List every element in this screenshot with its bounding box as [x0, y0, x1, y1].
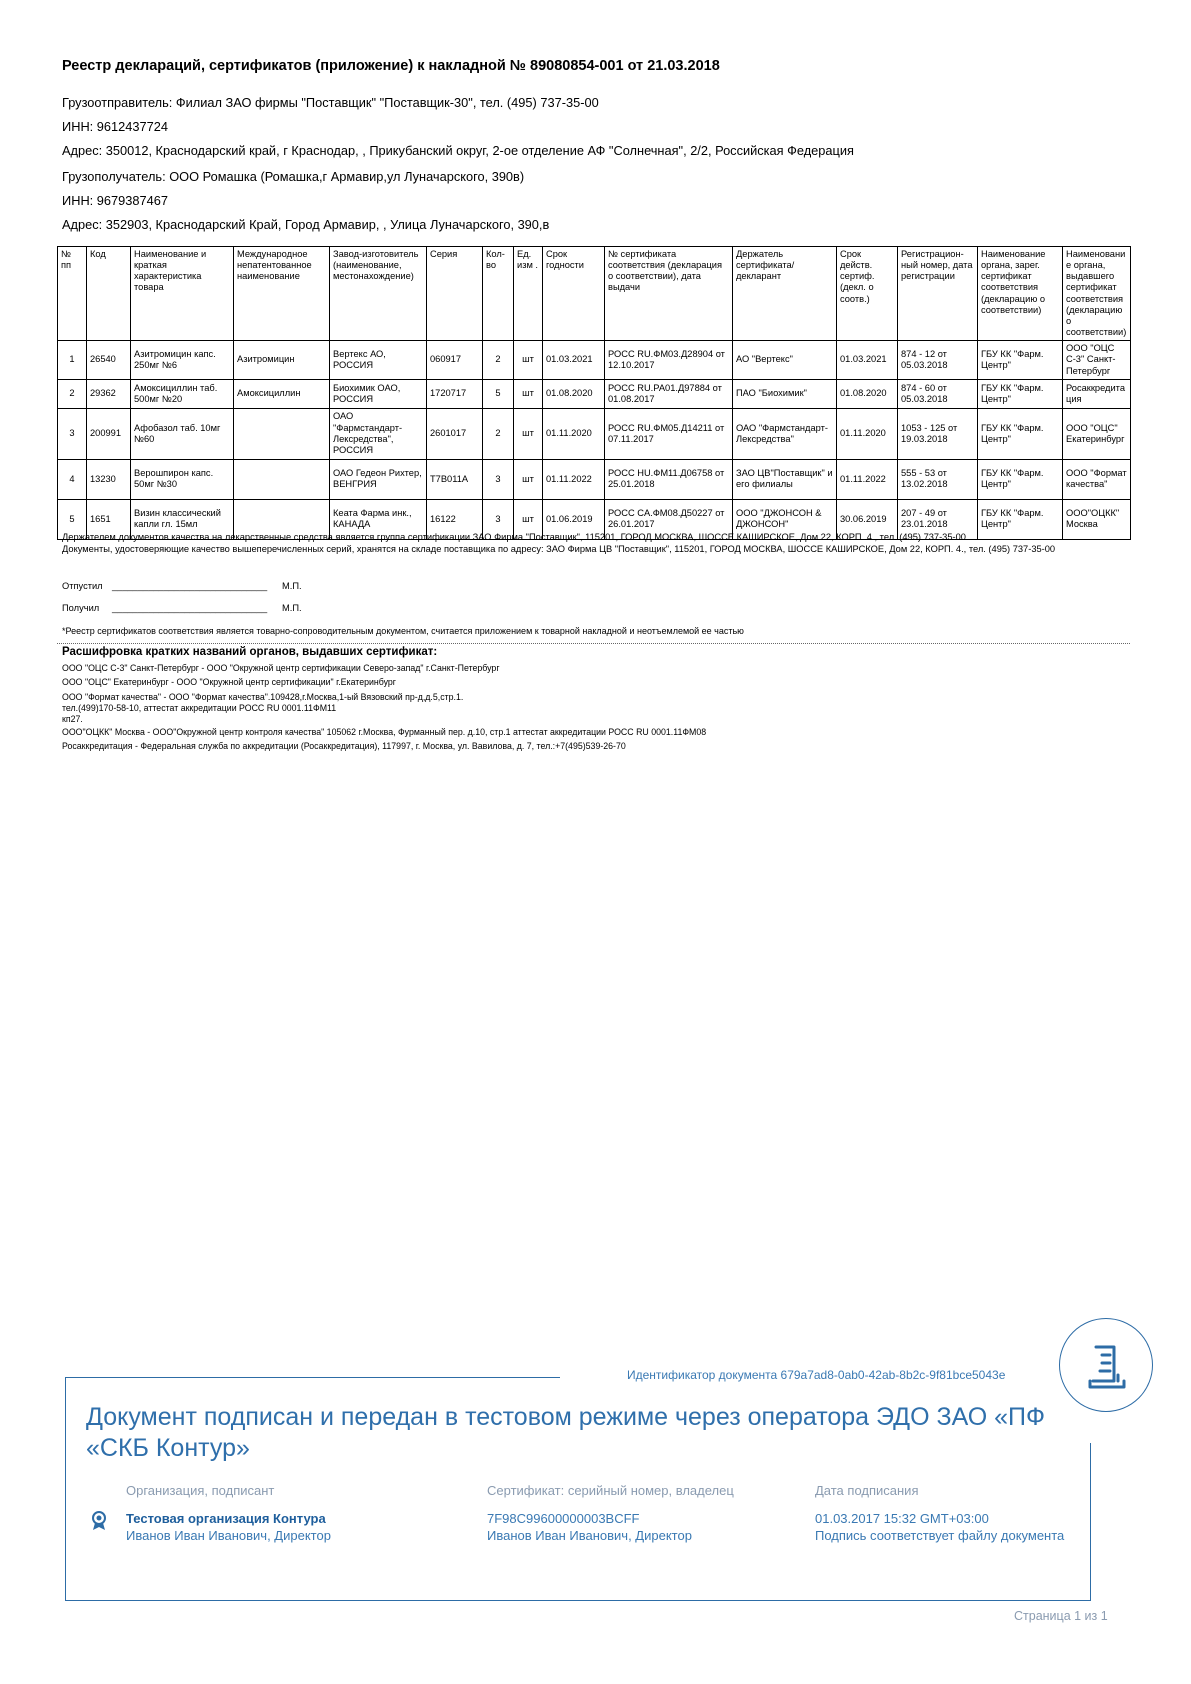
header-cell: Ед. изм .: [514, 247, 543, 341]
table-cell: 01.11.2022: [837, 459, 898, 499]
table-cell: ПАО "Биохимик": [733, 379, 837, 408]
table-cell: Афобазол таб. 10мг №60: [131, 408, 234, 459]
table-cell: ГБУ КК "Фарм. Центр": [978, 341, 1063, 379]
table-cell: 3: [483, 459, 514, 499]
table-cell: шт: [514, 459, 543, 499]
shipper-inn: ИНН: 9612437724: [62, 119, 168, 134]
table-cell: 13230: [87, 459, 131, 499]
abbreviation-line: кп27.: [62, 714, 83, 724]
certificate-serial: 7F98C99600000003BCFF: [487, 1511, 640, 1526]
table-cell: T7B011A: [427, 459, 483, 499]
table-cell: 3: [58, 408, 87, 459]
table-row: [58, 408, 1131, 459]
certificates-table: [57, 246, 1131, 540]
table-cell: ООО "ОЦС С-3" Санкт-Петербург: [1063, 341, 1131, 379]
table-cell: 01.11.2020: [543, 408, 605, 459]
table-cell: РОСС RU.ФМ03.Д28904 от 12.10.2017: [605, 341, 733, 379]
stamp-place-label: М.П.: [282, 603, 302, 613]
abbreviation-line: ООО "ОЦС" Екатеринбург - ООО "Окружной центр сертификации" г.Екатеринбург: [62, 677, 397, 687]
table-cell: Азитромицин капс. 250мг №6: [131, 341, 234, 379]
table-cell: ОАО Гедеон Рихтер, ВЕНГРИЯ: [330, 459, 427, 499]
table-cell: 2: [483, 408, 514, 459]
table-cell: Биохимик ОАО, РОССИЯ: [330, 379, 427, 408]
table-header-row: [58, 247, 1131, 341]
table-cell: ООО "ОЦС" Екатеринбург: [1063, 408, 1131, 459]
table-cell: ООО "ДЖОНСОН & ДЖОНСОН": [733, 499, 837, 539]
page-number: Страница 1 из 1: [1014, 1609, 1108, 1623]
table-cell: Верошпирон капс. 50мг №30: [131, 459, 234, 499]
table-cell: 01.11.2020: [837, 408, 898, 459]
table-cell: 060917: [427, 341, 483, 379]
table-cell: 2: [58, 379, 87, 408]
table-cell: 874 - 12 от 05.03.2018: [898, 341, 978, 379]
kontur-logo-circle: [1059, 1318, 1153, 1412]
table-row: [58, 341, 1131, 379]
released-label: Отпустил: [62, 581, 103, 591]
received-signature-line: ______________________________: [112, 603, 268, 613]
document-identifier: Идентификатор документа 679a7ad8-0ab0-42ab-8b2c-9f81bce5043e: [623, 1368, 1009, 1382]
divider: [57, 643, 1130, 644]
table-cell: 5: [483, 379, 514, 408]
table-cell: 200991: [87, 408, 131, 459]
abbreviation-line: ООО "Формат качества" - ООО "Формат качества".109428,г.Москва,1-ый Вязовский пр-д,д.5,стр.1.: [62, 692, 464, 702]
table-cell: 2601017: [427, 408, 483, 459]
table-cell: ООО "Формат качества": [1063, 459, 1131, 499]
abbreviation-line: ООО"ОЦКК" Москва - ООО"Окружной центр контроля качества" 105062 г.Москва, Фурманный пер. д.10, стр.1 аттестат аккредитации РОСС RU 0001.11ФМ08: [62, 727, 707, 737]
table-cell: Визин классический капли гл. 15мл: [131, 499, 234, 539]
table-cell: ООО"ОЦКК" Москва: [1063, 499, 1131, 539]
table-cell: РОСС CA.ФМ08.Д50227 от 26.01.2017: [605, 499, 733, 539]
table-cell: Азитромицин: [234, 341, 330, 379]
table-cell: 01.03.2021: [837, 341, 898, 379]
abbreviation-line: ООО "ОЦС С-3" Санкт-Петербург - ООО "Окружной центр сертификации Северо-запад" г.Санкт-Петербург: [62, 663, 500, 673]
page-title: Реестр деклараций, сертификатов (приложение) к накладной № 89080854-001 от 21.03.2018: [62, 58, 720, 74]
organization-signer: Иванов Иван Иванович, Директор: [126, 1528, 331, 1543]
table-cell: 1651: [87, 499, 131, 539]
certificate-owner: Иванов Иван Иванович, Директор: [487, 1528, 692, 1543]
table-cell: 30.06.2019: [837, 499, 898, 539]
table-cell: РОСС RU.ФМ05.Д14211 от 07.11.2017: [605, 408, 733, 459]
table-cell: РОСС RU.РА01.Д97884 от 01.08.2017: [605, 379, 733, 408]
consignee-inn: ИНН: 9679387467: [62, 193, 168, 208]
table-cell: 207 - 49 от 23.01.2018: [898, 499, 978, 539]
table-cell: Амоксициллин: [234, 379, 330, 408]
header-cell: № сертификата соответствия (декларация о соответствии), дата выдачи: [605, 247, 733, 341]
table-cell: ГБУ КК "Фарм. Центр": [978, 379, 1063, 408]
received-label: Получил: [62, 603, 100, 613]
table-cell: шт: [514, 379, 543, 408]
table-cell: 2: [483, 341, 514, 379]
table-cell: РОСС HU.ФМ11.Д06758 от 25.01.2018: [605, 459, 733, 499]
table-cell: АО "Вертекс": [733, 341, 837, 379]
signed-document-icon: [1060, 1319, 1152, 1411]
table-cell: Вертекс АО, РОССИЯ: [330, 341, 427, 379]
table-cell: 01.08.2020: [837, 379, 898, 408]
header-cell: Наименование органа, выдавшего сертификат соответствия (декларацию о соответствии): [1063, 247, 1131, 341]
header-cell: № пп: [58, 247, 87, 341]
table-cell: шт: [514, 408, 543, 459]
stamp-headline: Документ подписан и передан в тестовом режиме через оператора ЭДО ЗАО «ПФ «СКБ Контур»: [86, 1403, 1045, 1463]
organization-label: Организация, подписант: [126, 1483, 275, 1498]
award-icon: [90, 1511, 108, 1536]
signature-stamp-right-border: [1090, 1443, 1091, 1600]
abbreviations-title: Расшифровка кратких названий органов, выдавших сертификат:: [62, 646, 438, 658]
table-cell: 01.11.2022: [543, 459, 605, 499]
table-cell: 1053 - 125 от 19.03.2018: [898, 408, 978, 459]
header-cell: Кол-во: [483, 247, 514, 341]
signing-date-value: 01.03.2017 15:32 GMT+03:00: [815, 1511, 989, 1526]
header-cell: Наименование органа, зарег. сертификат соответствия (декларацию о соответствии): [978, 247, 1063, 341]
footnote: *Реестр сертификатов соответствия является товарно-сопроводительным документом, считается приложением к товарной накладной и неотъемлемой ее частью: [62, 626, 744, 636]
table-cell: 874 - 60 от 05.03.2018: [898, 379, 978, 408]
table-cell: 29362: [87, 379, 131, 408]
holder-note: Держателем документов качества на лекарственные средства является группа сертификации ЗАО Фирма "Поставщик", 115201, ГОРОД МОСКВА, ШОССЕ КАШИРСКОЕ, Дом 22, КОРП. 4., тел. (495) 737-35-00: [62, 532, 966, 542]
header-cell: Держатель сертификата/декларант: [733, 247, 837, 341]
table-cell: 3: [483, 499, 514, 539]
shipper-address: Адрес: 350012, Краснодарский край, г Краснодар, , Прикубанский округ, 2-ое отделение АФ "Солнечная", 2/2, Российская Федерация: [62, 143, 854, 158]
released-signature-line: ______________________________: [112, 581, 268, 591]
organization-name: Тестовая организация Контура: [126, 1511, 326, 1526]
table-cell: шт: [514, 341, 543, 379]
table-cell: 01.08.2020: [543, 379, 605, 408]
table-cell: 555 - 53 от 13.02.2018: [898, 459, 978, 499]
table-cell: 26540: [87, 341, 131, 379]
certificate-label: Сертификат: серийный номер, владелец: [487, 1483, 734, 1498]
table-cell: Амоксициллин таб. 500мг №20: [131, 379, 234, 408]
table-cell: ГБУ КК "Фарм. Центр": [978, 499, 1063, 539]
table-row: [58, 379, 1131, 408]
consignee-line: Грузополучатель: ООО Ромашка (Ромашка,г Армавир,ул Луначарского, 390в): [62, 169, 525, 184]
table-cell: 1720717: [427, 379, 483, 408]
table-cell: ОАО "Фармстандарт-Лексредства": [733, 408, 837, 459]
header-cell: Наименование и краткая характеристика товара: [131, 247, 234, 341]
table-cell: ЗАО ЦВ"Поставщик" и его филиалы: [733, 459, 837, 499]
stamp-place-label: М.П.: [282, 581, 302, 591]
table-cell: 1: [58, 341, 87, 379]
table-cell: 16122: [427, 499, 483, 539]
storage-note: Документы, удостоверяющие качество вышеперечисленных серий, хранятся на складе поставщика по адресу: ЗАО Фирма ЦВ "Поставщик", 115201, ГОРОД МОСКВА, ШОССЕ КАШИРСКОЕ, Дом 22, КОРП. 4., тел. (495) 737-35-00: [62, 544, 1056, 554]
header-cell: Срок действ. сертиф. (декл. о соотв.): [837, 247, 898, 341]
header-cell: Срок годности: [543, 247, 605, 341]
table-cell: 4: [58, 459, 87, 499]
signature-status: Подпись соответствует файлу документа: [815, 1528, 1065, 1543]
table-cell: ГБУ КК "Фарм. Центр": [978, 408, 1063, 459]
signing-date-label: Дата подписания: [815, 1483, 919, 1498]
table-cell: 5: [58, 499, 87, 539]
header-cell: Регистрацион-ный номер, дата регистрации: [898, 247, 978, 341]
consignee-address: Адрес: 352903, Краснодарский Край, Город Армавир, , Улица Луначарского, 390,в: [62, 217, 550, 232]
table-cell: ОАО "Фармстандарт-Лексредства", РОССИЯ: [330, 408, 427, 459]
table-row: [58, 459, 1131, 499]
shipper-line: Грузоотправитель: Филиал ЗАО фирмы "Поставщик" "Поставщик-30", тел. (495) 737-35-00: [62, 95, 599, 110]
table-cell: ГБУ КК "Фарм. Центр": [978, 459, 1063, 499]
table-cell: 01.03.2021: [543, 341, 605, 379]
table-cell: шт: [514, 499, 543, 539]
header-cell: Завод-изготовитель (наименование, местонахождение): [330, 247, 427, 341]
header-cell: Международное непатентованное наименование: [234, 247, 330, 341]
header-cell: Код: [87, 247, 131, 341]
table-cell: Кеата Фарма инк., КАНАДА: [330, 499, 427, 539]
table-cell: [234, 408, 330, 459]
abbreviation-line: Росаккредитация - Федеральная служба по аккредитации (Росаккредитация), 117997, г. Москва, ул. Вавилова, д. 7, тел.:+7(495)539-26-70: [62, 741, 626, 751]
header-cell: Серия: [427, 247, 483, 341]
abbreviation-line: тел.(499)170-58-10, аттестат аккредитации РОСС RU 0001.11ФМ11: [62, 703, 337, 713]
table-cell: [234, 459, 330, 499]
table-cell: 01.06.2019: [543, 499, 605, 539]
table-cell: Росаккредитация: [1063, 379, 1131, 408]
